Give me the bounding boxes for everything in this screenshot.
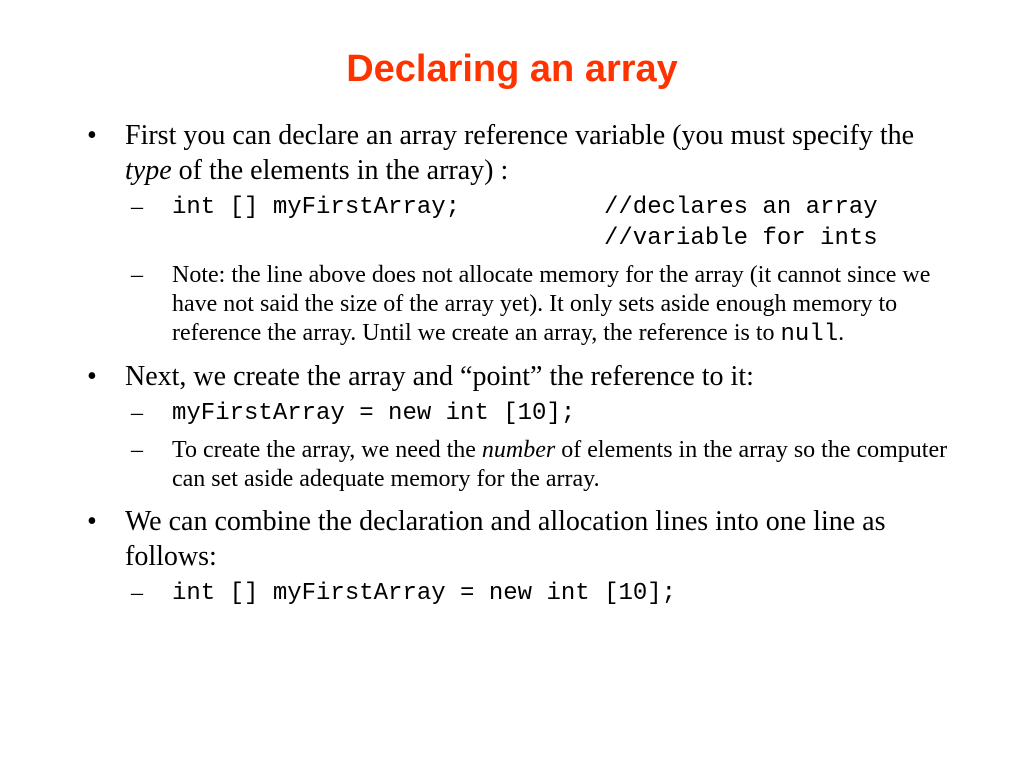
- sub-point-note-memory: [125, 261, 955, 349]
- bullet-icon: •: [87, 361, 97, 392]
- code-comment: //variable for ints: [604, 225, 878, 252]
- sub-point-code-declare: [125, 192, 955, 254]
- bullet-point-create: [85, 359, 955, 394]
- bullet-text: First you can declare an array reference variable (you must specify the: [125, 120, 915, 151]
- dash-icon: –: [131, 194, 143, 220]
- slide-body: [85, 118, 955, 616]
- note-text: Note: the line above does not allocate memory for the array (it cannot since we have not said the size of the array yet). It only sets aside enough memory to reference the array. Until we create an array, the reference is to: [172, 262, 931, 346]
- sub-point-note-size: [125, 436, 955, 494]
- bullet-icon: •: [87, 120, 97, 151]
- note-text: .: [838, 320, 845, 346]
- bullet-text: Next, we create the array and “point” the reference to it:: [125, 361, 754, 392]
- note-text-emphasis: number: [481, 437, 556, 463]
- code-statement: int [] myFirstArray;: [172, 194, 461, 221]
- dash-icon: –: [131, 580, 143, 606]
- sub-point-code-combine: [125, 578, 955, 609]
- bullet-icon: •: [87, 506, 97, 537]
- code-row: [172, 223, 955, 254]
- code-row: [172, 192, 955, 223]
- inline-code-null: null: [780, 321, 839, 348]
- dash-icon: –: [131, 400, 143, 426]
- bullet-text-emphasis: type: [125, 155, 172, 186]
- dash-icon: –: [131, 437, 143, 463]
- dash-icon: –: [131, 262, 143, 288]
- sub-point-code-create: [125, 398, 955, 429]
- bullet-point-combine: [85, 504, 955, 574]
- code-statement: int [] myFirstArray = new int [10];: [172, 580, 677, 607]
- slide-title: Declaring an array: [346, 48, 678, 90]
- bullet-text: We can combine the declaration and allocation lines into one line as follows:: [125, 506, 886, 572]
- code-comment: //declares an array: [604, 194, 878, 221]
- note-text: To create the array, we need the: [172, 437, 482, 463]
- bullet-text: of the elements in the array) :: [171, 155, 509, 186]
- code-statement: myFirstArray = new int [10];: [172, 400, 576, 427]
- bullet-point-declare: [85, 118, 955, 188]
- note-text: of elements in the array so the computer can set aside adequate memory for the array.: [172, 437, 948, 492]
